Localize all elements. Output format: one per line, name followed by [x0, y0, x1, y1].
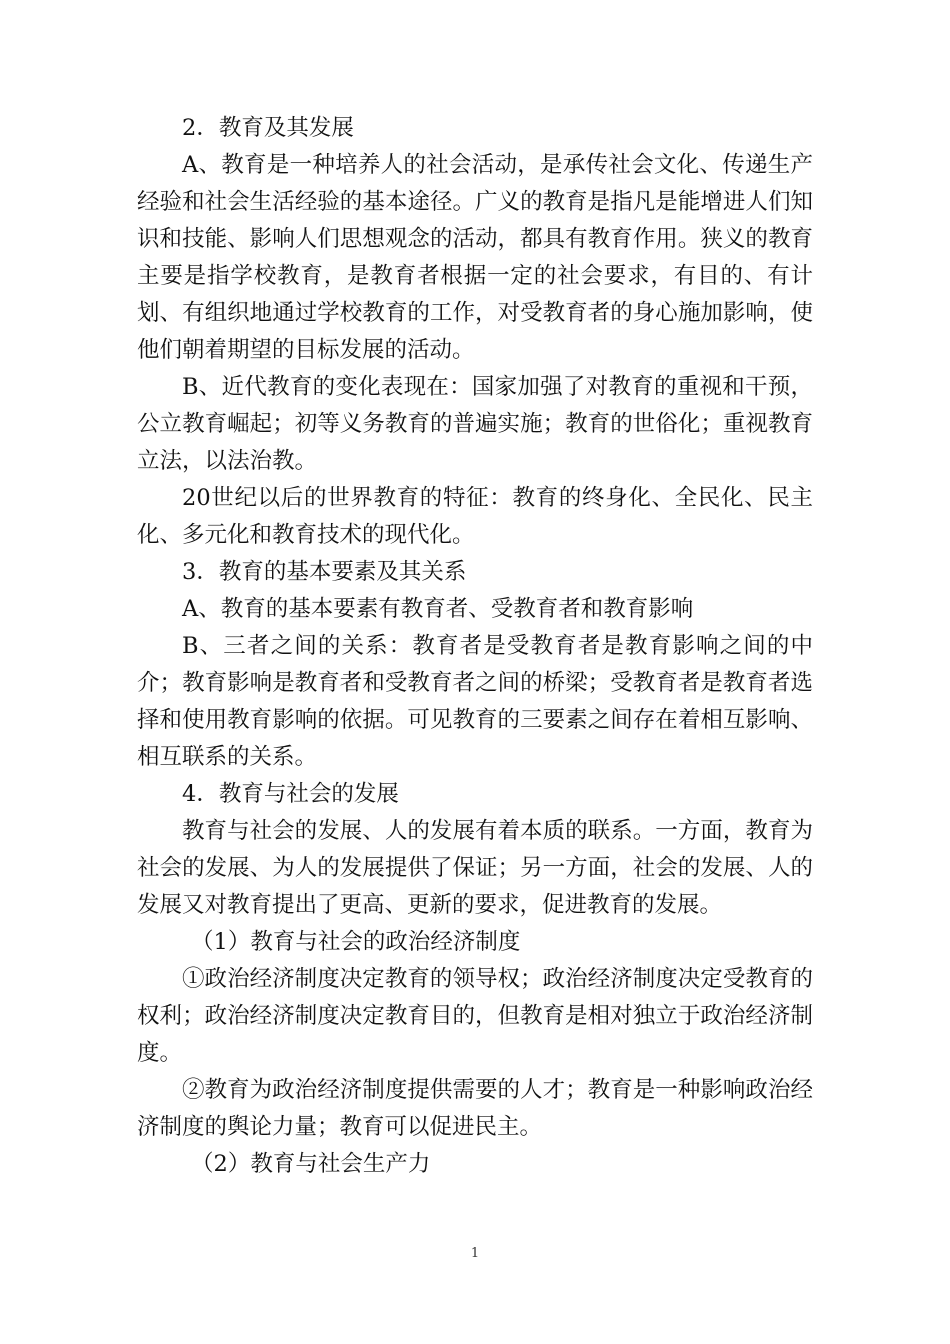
section-heading-2: 2．教育及其发展: [182, 115, 354, 141]
document-body: [137, 110, 813, 1183]
paragraph-education-and-society: 教育与社会的发展、人的发展有着本质的联系。一方面，教育为社会的发展、为人的发展提供了保证；另一方面，社会的发展、人的发展又对教育提出了更高、更新的要求，促进教育的发展。: [137, 818, 813, 918]
section-heading-4: 4．教育与社会的发展: [182, 781, 399, 807]
paragraph-education-serves-politics: ②教育为政治经济制度提供需要的人才；教育是一种影响政治经济制度的舆论力量；教育可以促进民主。: [137, 1077, 813, 1140]
paragraph-basic-elements: A、教育的基本要素有教育者、受教育者和教育影响: [182, 596, 694, 622]
subsection-heading-4-2: （2）教育与社会生产力: [191, 1151, 431, 1177]
paragraph-20th-century-features: 20世纪以后的世界教育的特征：教育的终身化、全民化、民主化、多元化和教育技术的现代化。: [137, 485, 813, 548]
page-number: 1: [470, 1246, 480, 1261]
paragraph-education-definition: A、教育是一种培养人的社会活动，是承传社会文化、传递生产经验和社会生活经验的基本途径。广义的教育是指凡是能增进人们知识和技能、影响人们思想观念的活动，都具有教育作用。狭义的教育主要是指学校教育，是教育者根据一定的社会要求，有目的、有计划、有组织地通过学校教育的工作，对受教育者的身心施加影响，使他们朝着期望的目标发展的活动。: [137, 152, 813, 363]
paragraph-elements-relationship: B、三者之间的关系：教育者是受教育者是教育影响之间的中介；教育影响是教育者和受教育者之间的桥梁；受教育者是教育者选择和使用教育影响的依据。可见教育的三要素之间存在着相互影响、相互联系的关系。: [137, 633, 813, 770]
section-heading-3: 3．教育的基本要素及其关系: [182, 559, 467, 585]
paragraph-modern-education-changes: B、近代教育的变化表现在：国家加强了对教育的重视和干预，公立教育崛起；初等义务教育的普遍实施；教育的世俗化；重视教育立法，以法治教。: [137, 374, 813, 474]
subsection-heading-4-1: （1）教育与社会的政治经济制度: [191, 929, 521, 955]
paragraph-political-economic-decides: ①政治经济制度决定教育的领导权；政治经济制度决定受教育的权利；政治经济制度决定教育目的，但教育是相对独立于政治经济制度。: [137, 966, 813, 1066]
